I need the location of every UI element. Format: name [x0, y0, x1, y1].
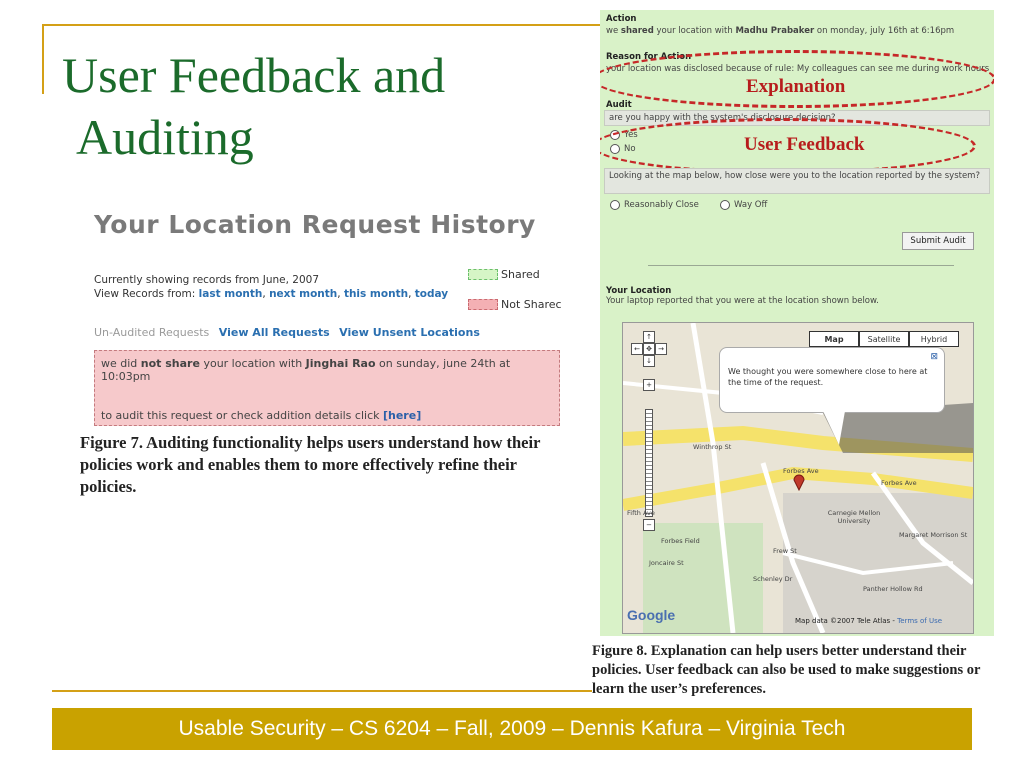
- radio-off-circle[interactable]: [720, 200, 730, 210]
- zoom-out-icon[interactable]: −: [643, 519, 655, 531]
- audit-question: are you happy with the system's disclosure decision?: [604, 110, 990, 126]
- location-heading: Your Location: [606, 286, 672, 296]
- pan-left-icon[interactable]: ←: [631, 343, 643, 355]
- info-bubble: [719, 347, 945, 413]
- audit-here-link[interactable]: [here]: [382, 409, 422, 422]
- section-divider: [648, 265, 954, 266]
- street-label: Winthrop St: [693, 443, 732, 451]
- street-label: Forbes Ave: [881, 479, 917, 487]
- slide-title-line-2: Auditing: [76, 109, 254, 165]
- street-label: Panther Hollow Rd: [863, 585, 923, 593]
- bubble-text: We thought you were somewhere close to here at the time of the request.: [728, 367, 928, 387]
- pan-right-icon[interactable]: →: [655, 343, 667, 355]
- tab-view-unsent-locations[interactable]: View Unsent Locations: [339, 326, 480, 339]
- zoom-in-icon[interactable]: +: [643, 379, 655, 391]
- radio-reasonably-close[interactable]: [610, 200, 699, 210]
- radio-close-label: Reasonably Close: [624, 200, 699, 210]
- request-tabs: [94, 326, 486, 339]
- figure-8-caption: Figure 8. Explanation can help users better understand their policies. User feedback can also be used to make suggestions or learn the user’s preferences.: [592, 643, 981, 697]
- request-decision: not share: [140, 357, 200, 370]
- title-accent-horizontal-line: [42, 24, 602, 26]
- slide-title-line-1: User Feedback and: [62, 47, 446, 103]
- request-record: [94, 350, 560, 426]
- map-type-map-button[interactable]: Map: [809, 331, 859, 347]
- showing-records-text: Currently showing records from June, 2007: [94, 274, 320, 286]
- location-text: Your laptop reported that you were at the location shown below.: [606, 296, 879, 306]
- action-decision: shared: [620, 26, 654, 36]
- street-label: Frew St: [773, 547, 797, 555]
- explanation-annotation: Explanation: [746, 76, 846, 97]
- tab-view-all-requests[interactable]: View All Requests: [218, 326, 330, 339]
- map-type-satellite-button[interactable]: Satellite: [859, 331, 909, 347]
- radio-yes-label: Yes: [624, 130, 638, 140]
- radio-way-off[interactable]: [720, 200, 767, 210]
- legend-shared: [468, 268, 540, 281]
- figure-7-screenshot: [84, 200, 566, 430]
- request-text-mid: your location with: [199, 357, 306, 370]
- street-label: Margaret Morrison St: [899, 531, 968, 539]
- reason-text: your location was disclosed because of rule: My colleagues can see me during work hours: [606, 64, 990, 74]
- this-month-link[interactable]: this month: [343, 288, 409, 300]
- street-label: Fifth Ave: [627, 509, 655, 517]
- audit-line-text: to audit this request or check addition details click: [101, 409, 383, 422]
- request-text-post: on sunday, june 24th at 10:03pm: [101, 357, 511, 383]
- slide-title: [62, 44, 542, 168]
- zoom-slider[interactable]: [645, 409, 653, 517]
- map-type-hybrid-button[interactable]: Hybrid: [909, 331, 959, 347]
- footer-accent-line: [52, 690, 592, 692]
- figure-8-screenshot: [600, 10, 994, 636]
- request-text-pre: we did: [101, 357, 141, 370]
- action-heading: Action: [606, 14, 637, 24]
- next-month-link[interactable]: next month: [269, 288, 338, 300]
- not-shared-swatch: [468, 299, 498, 310]
- map-question: Looking at the map below, how close were you to the location reported by the system?: [604, 168, 990, 194]
- map-credit: [795, 617, 942, 625]
- action-text-post: on monday, july 16th at 6:16pm: [814, 26, 955, 36]
- street-label: Schenley Dr: [753, 575, 793, 583]
- pan-up-icon[interactable]: ↑: [643, 331, 655, 343]
- map-credit-text: Map data ©2007 Tele Atlas -: [795, 617, 898, 625]
- google-logo: Google: [627, 607, 676, 623]
- street-label: Carnegie Mellon University: [827, 509, 881, 525]
- legend-not-shared: [468, 298, 562, 311]
- shared-swatch: [468, 269, 498, 280]
- audit-line: [101, 409, 421, 422]
- radio-off-label: Way Off: [734, 200, 768, 210]
- slide-footer: [52, 708, 972, 750]
- submit-audit-button[interactable]: Submit Audit: [902, 232, 974, 250]
- location-map[interactable]: [622, 322, 974, 634]
- feedback-annotation: User Feedback: [744, 134, 865, 155]
- history-heading: Your Location Request History: [94, 210, 536, 239]
- request-person: Jinghai Rao: [305, 357, 376, 370]
- street-label: Joncaire St: [649, 559, 684, 567]
- bubble-close-icon[interactable]: ⊠: [930, 352, 938, 362]
- today-link[interactable]: today: [414, 288, 449, 300]
- action-text: [606, 26, 990, 37]
- footer-text: Usable Security – CS 6204 – Fall, 2009 – Dennis Kafura – Virginia Tech: [178, 717, 846, 740]
- pan-center-icon[interactable]: ✥: [643, 343, 655, 355]
- legend-not-shared-label: Not Sharec: [501, 298, 562, 311]
- legend-shared-label: Shared: [501, 268, 540, 281]
- action-text-pre: we: [606, 26, 621, 36]
- reason-heading: Reason for Action: [606, 52, 692, 62]
- terms-of-use-link[interactable]: Terms of Use: [897, 617, 943, 625]
- pan-down-icon[interactable]: ↓: [643, 355, 655, 367]
- view-records-line: View Records from: last month, next month, this month, today: [94, 288, 449, 300]
- action-person: Madhu Prabaker: [735, 26, 815, 36]
- street-label: Forbes Field: [661, 537, 700, 545]
- title-accent-vertical-line: [42, 24, 44, 94]
- location-marker-icon[interactable]: [793, 473, 805, 491]
- figure-7-caption: Figure 7. Auditing functionality helps users understand how their policies work and enables them to more effectively refine their policies.: [80, 433, 541, 496]
- action-text-mid: your location with: [653, 26, 736, 36]
- view-records-label: View Records from:: [94, 288, 199, 300]
- last-month-link[interactable]: last month: [198, 288, 263, 300]
- info-bubble-tail: [823, 411, 845, 445]
- audit-heading: Audit: [606, 100, 632, 110]
- radio-no-label: No: [624, 144, 636, 154]
- tab-unaudited-requests[interactable]: Un-Audited Requests: [94, 326, 210, 339]
- radio-close-circle[interactable]: [610, 200, 620, 210]
- street-label: Forbes Ave: [783, 467, 819, 475]
